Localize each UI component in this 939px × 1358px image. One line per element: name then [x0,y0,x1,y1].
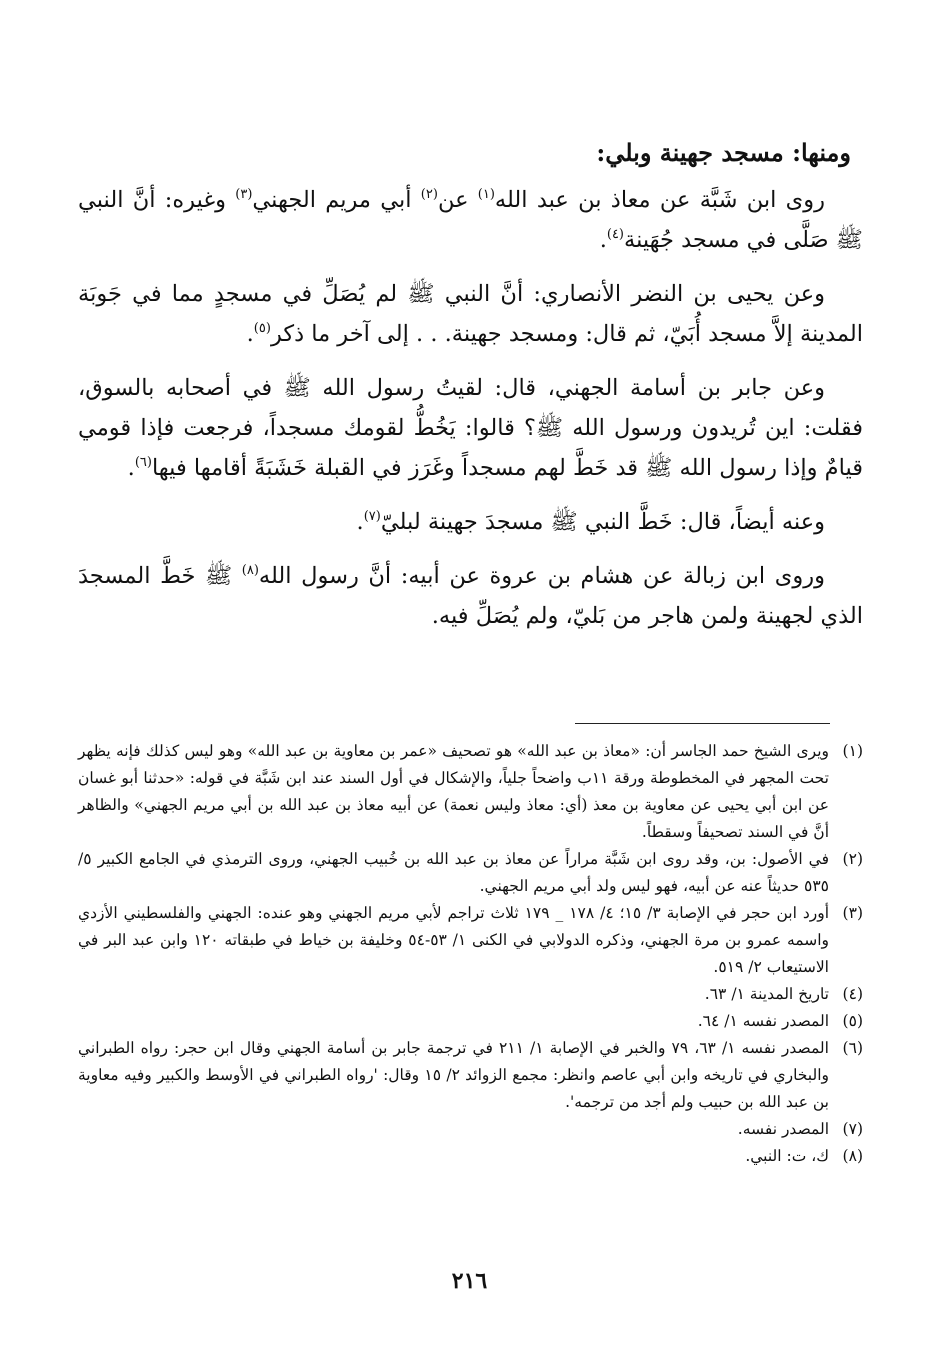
footnote-text: ويرى الشيخ حمد الجاسر أن: «معاذ بن عبد الله» هو تصحيف «عمر بن معاوية بن عبد الله» وهو ليس كذلك فإنه يظهر تحت المجهر في المخطوطة ورقة ١١ب واضحاً جلياً، والإشكال في أول السند عند ابن شَبَّة في قوله: «حدثنا أبو غسان عن ابن أبي يحيى عن معاوية بن معذ (أي: معاذ وليس نعمة) عن أبيه معاذ بن عبد الله بن أبي مريم الجهني» والظاهر أنَّ في السند تصحيفاً وسقطاً. [78,742,829,841]
text-run: . [127,455,135,481]
footnote-text: ك، ت: النبي. [745,1147,829,1165]
paragraph [78,368,863,488]
footnote-text: في الأصول: بن، وقد روى ابن شَبَّة مراراً عن معاذ بن عبد الله بن خُبيب الجهني، وروى الترمذي في الجامع الكبير ٥/ ٥٣٥ حديثاً عنه عن أبيه، فهو ليس ولد أبي مريم الجهني. [78,850,829,895]
text-run: أبي مريم الجهني [252,187,421,213]
text-run: . [599,227,607,253]
footnote-text: تاريخ المدينة ١/ ٦٣. [704,985,829,1003]
footnote-number: (٧) [842,1120,863,1138]
footnote-number: (٥) [842,1012,863,1030]
footnote-ref[interactable]: (١) [477,187,495,202]
footnote-number: (٢) [842,850,863,868]
main-text [78,180,863,650]
footnote-item [78,900,863,981]
footnote-ref[interactable]: (٧) [363,509,381,524]
footnote-item [78,1116,863,1143]
paragraph [78,502,863,542]
footnote-number: (٨) [842,1147,863,1165]
text-run: . [246,321,254,347]
text-run: وروى ابن زبالة عن هشام بن عروة عن أبيه: أنَّ رسول الله [258,563,825,589]
footnote-text: المصدر نفسه ١/ ٦٤. [697,1012,829,1030]
footnote-text: أورد ابن حجر في الإصابة ٣/ ١٥؛ ٤/ ١٧٨ _ ١٧٩ ثلاث تراجم لأبي مريم الجهني وهو عنده: الجهني والفلسطيني الأزدي واسمه عمرو بن مرة الجهني، وذكره الدولابي في الكنى ١/ ٥٣-٥٤ وخليفة بن خياط في طبقاته ١٢٠ وابن عبد البر في الاستيعاب ٢/ ٥١٩. [78,904,830,976]
text-run: وغيره: أنَّ النبي ﷺ صَلَّى في مسجد جُهَينة [78,187,863,253]
paragraph [78,180,863,260]
footnote-item [78,1035,863,1116]
section-heading: ومنها: مسجد جهينة وبلي: [596,138,851,167]
text-run: روى ابن شَبَّة عن معاذ بن عبد الله [494,187,825,213]
footnote-ref[interactable]: (٥) [253,321,271,336]
footnote-item [78,1143,863,1170]
footnote-item [78,981,863,1008]
footnote-ref[interactable]: (٣) [235,187,253,202]
footnote-ref[interactable]: (٢) [420,187,438,202]
footnotes [78,738,863,1170]
footnote-ref[interactable]: (٤) [606,227,624,242]
text-run: وعن يحيى بن النضر الأنصاري: أنَّ النبي ﷺ لم يُصَلِّ في مسجدٍ مما في جَوبَة المدينة إلاَّ مسجد أُبَيّ، ثم قال: ومسجد جهينة. . . إلى آخر ما ذكر [78,281,863,347]
footnote-number: (٣) [842,904,863,922]
footnote-ref[interactable]: (٨) [241,563,259,578]
text-run: ﷺ خَطَّ المسجدَ الذي لجهينة ولمن هاجر من بَليّ، ولم يُصَلِّ فيه. [78,563,863,629]
paragraph [78,556,863,636]
text-run: وعن جابر بن أسامة الجهني، قال: لقيتُ رسول الله ﷺ في أصحابه بالسوق، فقلت: اين تُريدون ورسول الله ﷺ؟ قالوا: يَخُطُّ لقومك مسجداً، فرجعت فإذا قومي قيامٌ وإذا رسول الله ﷺ قد خَطَّ لهم مسجداً وغَرَز في القبلة خَشَبَةً أقامها فيها [78,375,863,481]
footnote-separator [575,723,830,724]
text-run: وعنه أيضاً، قال: خَطَّ النبي ﷺ مسجدَ جهينة لبليّ [380,509,825,535]
footnote-item [78,846,863,900]
footnote-item [78,1008,863,1035]
footnote-text: المصدر نفسه ١/ ٦٣، ٧٩ والخبر في الإصابة ١/ ٢١١ في ترجمة جابر بن أسامة الجهني وقال ابن حجر: رواه الطبراني والبخاري في تاريخه وابن أبي عاصم وانظر: مجمع الزوائد ٢/ ١٥ وقال: 'رواه الطبراني في الأوسط والكبير وفيه معاوية بن عبد الله بن حبيب ولم أجد من ترجمه'. [78,1039,829,1111]
footnote-number: (١) [842,742,863,760]
footnote-ref[interactable]: (٦) [134,455,152,470]
paragraph [78,274,863,354]
text-run: . [356,509,364,535]
page-number: ٢١٦ [451,1268,488,1294]
text-run: عن [437,187,478,213]
footnote-item [78,738,863,846]
footnote-number: (٦) [842,1039,863,1057]
footnote-number: (٤) [842,985,863,1003]
footnote-text: المصدر نفسه. [737,1120,829,1138]
